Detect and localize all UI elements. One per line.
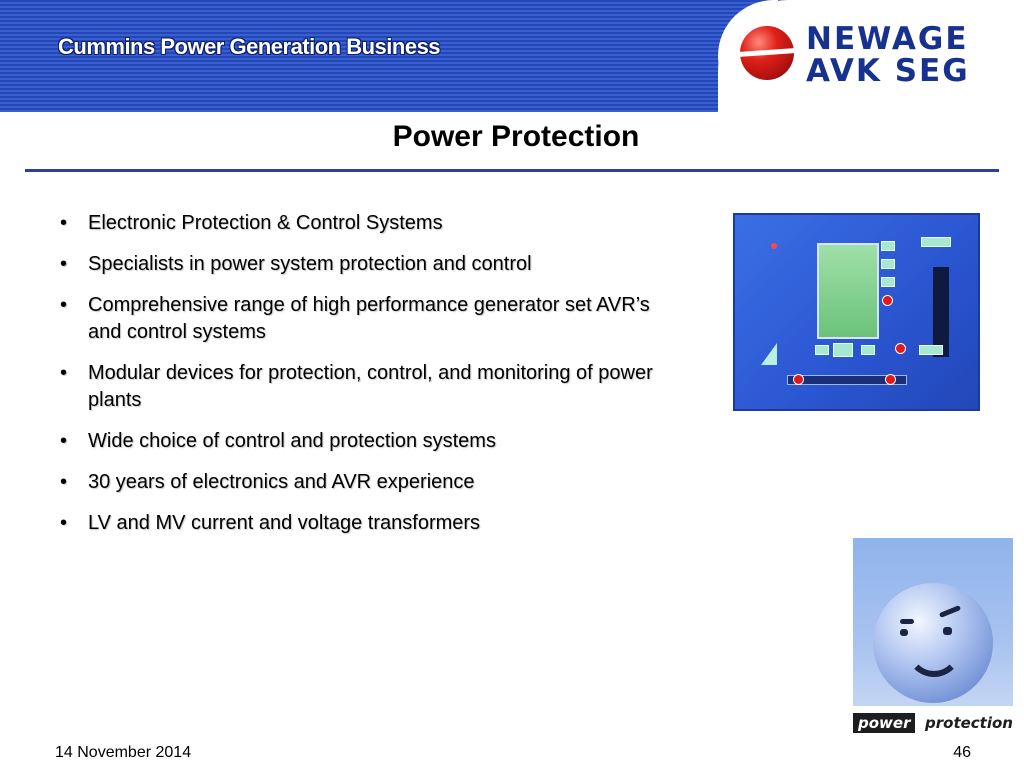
bullet-text: Specialists in power system protection and control <box>88 253 532 275</box>
panel-button <box>881 241 895 251</box>
bullet-item <box>58 469 678 496</box>
bullet-list <box>58 210 678 551</box>
footer-date: 14 November 2014 <box>55 744 192 761</box>
bullet-item <box>58 292 678 346</box>
indicator-led <box>771 243 777 249</box>
bullet-item <box>58 428 678 455</box>
bullet-item <box>58 251 678 278</box>
bullet-dot: • <box>60 430 68 452</box>
bullet-dot: • <box>60 471 68 493</box>
bullet-dot: • <box>60 512 68 534</box>
panel-button <box>921 237 951 247</box>
connector-slot <box>933 267 949 357</box>
power-label: power <box>853 713 915 733</box>
smiley-eye <box>943 627 952 635</box>
panel-button <box>881 259 895 269</box>
red-button <box>885 374 896 385</box>
logo-line2: AVK SEG <box>806 53 970 89</box>
title-divider <box>25 169 999 172</box>
bullet-item <box>58 210 678 237</box>
red-button <box>882 295 893 306</box>
panel-button <box>881 277 895 287</box>
panel-button <box>919 345 943 355</box>
lcd-display <box>817 243 879 339</box>
smiley-brow <box>939 605 961 618</box>
smiley-eye <box>900 629 908 636</box>
smiley-face <box>873 583 993 703</box>
red-button <box>895 343 906 354</box>
slide-title: Power Protection <box>392 120 640 153</box>
bullet-dot: • <box>60 253 68 275</box>
newage-logo-icon <box>740 26 794 80</box>
bullet-item <box>58 360 678 414</box>
bullet-dot: • <box>60 362 68 384</box>
bullet-item <box>58 510 678 537</box>
control-panel-device-image <box>733 213 980 411</box>
header-title: Cummins Power Generation Business <box>58 34 441 59</box>
panel-button <box>833 343 853 357</box>
bullet-dot: • <box>60 294 68 316</box>
bullet-text: LV and MV current and voltage transformers <box>88 512 481 534</box>
page-number: 46 <box>953 744 971 761</box>
smiley-eye <box>900 619 914 624</box>
arrow-icon <box>761 343 777 365</box>
bullet-text: Modular devices for protection, control, and monitoring of power plants <box>88 362 653 411</box>
bullet-dot: • <box>60 212 68 234</box>
panel-button <box>861 345 875 355</box>
bullet-text: 30 years of electronics and AVR experience <box>88 471 475 493</box>
header-band <box>0 0 800 112</box>
bullet-text: Comprehensive range of high performance generator set AVR’s and control systems <box>88 294 650 343</box>
protection-label: protection <box>925 714 1013 732</box>
bullet-text: Electronic Protection & Control Systems <box>88 212 443 234</box>
logo-line1: NEWAGE <box>806 21 969 57</box>
smiley-mouth <box>906 649 962 677</box>
panel-button <box>815 345 829 355</box>
smiley-face-icon <box>853 538 1013 706</box>
red-button <box>793 374 804 385</box>
bullet-text: Wide choice of control and protection systems <box>88 430 496 452</box>
power-protection-label <box>853 712 1019 734</box>
